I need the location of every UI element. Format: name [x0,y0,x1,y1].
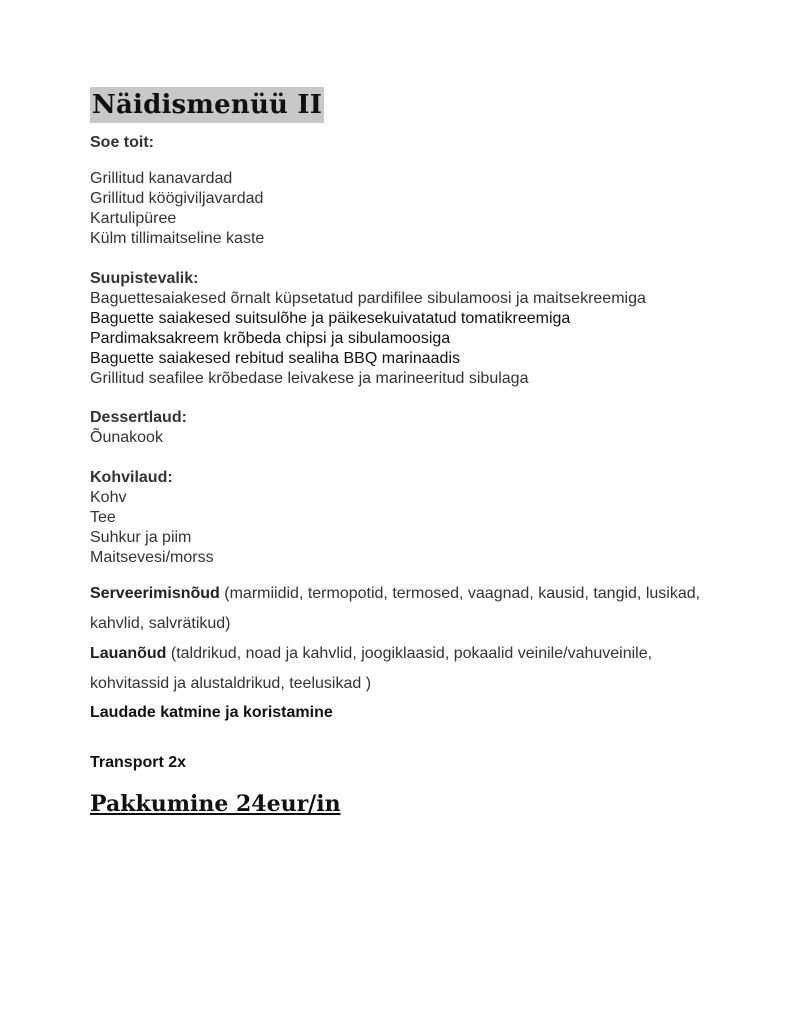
section-serveerimisnoud [90,579,730,639]
list-item: Suhkur ja piim [90,529,192,546]
list-item: Pardimaksakreem krõbeda chipsi ja sibulamoosiga [90,330,451,347]
section-heading: Suupistevalik: [90,270,199,287]
list-item: Maitsevesi/morss [90,549,214,566]
list-item: Baguette saiakesed suitsulõhe ja päikesekuivatatud tomatikreemiga [90,310,571,327]
list-item: Grillitud kanavardad [90,170,233,187]
list-item: Kartulipüree [90,210,177,227]
section-heading: Kohvilaud: [90,469,173,486]
transport-line [90,753,186,773]
lauanoud-text: (taldrikud, noad ja kahvlid, joogiklaasid, pokaalid veinile/vahuveinile, kohvitassid ja alustaldrikud, teelusikad ) [90,645,653,692]
soe-toit-list [90,169,264,249]
list-item: Tee [90,509,116,526]
section-kohvilaud [90,468,214,568]
laudade-text: Laudade katmine ja koristamine [90,704,333,721]
section-lauanoud [90,639,730,699]
section-heading: Dessertlaud: [90,409,187,426]
list-item: Grillitud köögiviljavardad [90,190,264,207]
section-soe-toit [90,133,154,153]
section-suupistevalik [90,269,646,389]
laudade-line [90,703,333,723]
lauanoud-label: Lauanõud [90,645,167,662]
list-item: Baguettesaiakesed õrnalt küpsetatud pardifilee sibulamoosi ja maitsekreemiga [90,290,646,307]
serveerimisnoud-paragraph [90,579,730,639]
serveerimisnoud-text: (marmiidid, termopotid, termosed, vaagnad, kausid, tangid, lusikad, kahvlid, salvrätikud) [90,585,701,632]
transport-text: Transport 2x [90,754,187,771]
serveerimisnoud-label: Serveerimisnõud [90,585,220,602]
list-item: Baguette saiakesed rebitud sealiha BBQ marinaadis [90,350,460,367]
list-item: Kohv [90,489,127,506]
list-item: Grillitud seafilee krõbedase leivakese ja marineeritud sibulaga [90,370,529,387]
offer-price: Pakkumine 24eur/in [90,791,341,817]
lauanoud-paragraph [90,639,730,699]
page-title: Näidismenüü II [90,87,324,123]
section-dessertlaud [90,408,187,448]
section-heading: Soe toit: [90,134,154,151]
list-item: Õunakook [90,429,163,446]
list-item: Külm tillimaitseline kaste [90,230,265,247]
